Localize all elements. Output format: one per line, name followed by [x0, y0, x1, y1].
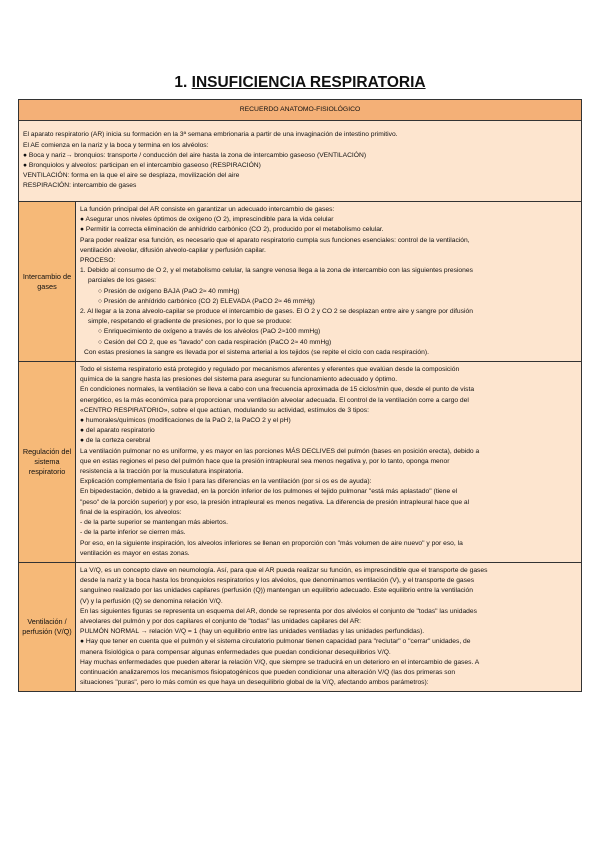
text-line: VENTILACIÓN: forma en la que el aire se desplaza, movilización del aire [23, 172, 240, 180]
text-line: Todo el sistema respiratorio está protegido y regulado por mecanismos aferentes y eferentes que evalúan desde la composición [80, 366, 460, 374]
text-line: La V/Q, es un concepto clave en neumología. Así, para que el AR pueda realizar su función, es imprescindible que el transporte de gases [80, 566, 488, 574]
text-line: parciales de los gases: [88, 277, 157, 285]
text-line: desde la nariz y la boca hasta los bronquiolos respiratorios y los alvéolos, que denominamos ventilación (V), y el transporte de gases [80, 577, 475, 585]
text-line: 2. Al llegar a la zona alveolo-capilar se produce el intercambio de gases. El O 2 y CO 2 se desplazan entre aire y sangre por difusión [80, 308, 473, 316]
text-line: simple, respetando el gradiente de presiones, por lo que se produce: [88, 318, 292, 326]
text-line: La ventilación pulmonar no es uniforme, y es mayor en las porciones MÁS DECLIVES del pulmón (bases en posición erecta), debido a [80, 447, 480, 455]
text-line: ● Asegurar unos niveles óptimos de oxígeno (O 2), imprescindible para la vida celular [80, 216, 334, 224]
text-line: 1. Debido al consumo de O 2, y el metabolismo celular, la sangre venosa llega a la zona de intercambio con las siguientes presiones [80, 267, 473, 275]
text-line: situaciones "puras", pero lo más común es que haya un desequilibrio global de la V/Q, afectando ambos parámetros): [80, 679, 429, 687]
text-line: El aparato respiratorio (AR) inicia su formación en la 3ª semana embrionaria a partir de una invaginación de intestino primitivo. [23, 131, 398, 139]
text-line: energético, es la más económica para proporcionar una ventilación alveolar adecuada. El control de la ventilación corre a cargo del [80, 396, 469, 404]
text-line: química de la sangre hasta las presiones del sistema para asegurar su funcionamiento adecuado y óptimo. [80, 376, 398, 384]
intro-cell [19, 121, 582, 202]
text-line: En condiciones normales, la ventilación se lleva a cabo con una frecuencia aproximada de 15 ciclos/min que, desde el punto de vista [80, 386, 475, 394]
text-line: ● humorales/químicos (modificaciones de la PaO 2, la PaCO 2 y el pH) [80, 417, 291, 425]
title-text: INSUFICIENCIA RESPIRATORIA [191, 74, 426, 91]
text-line: PULMÓN NORMAL → relación V/Q = 1 (hay un equilibrio entre las unidades ventiladas y las unidades perfundidas). [80, 628, 425, 636]
text-line: continuación analizaremos los mecanismos fisiopatogénicos que pueden condicionar una alteración V/Q (las dos primeras son [80, 668, 456, 676]
text-line: ventilación es mayor en estas zonas. [80, 549, 190, 557]
text-line: (V) y la perfusión (Q) se denomina relación V/Q. [80, 597, 223, 605]
text-line: El AE comienza en la nariz y la boca y termina en los alvéolos: [23, 141, 209, 149]
table-row [19, 202, 582, 362]
text-line: alveolares del pulmón y por dos capilares el conjunto de "todas" las unidades capilares del AR: [80, 617, 361, 625]
document-title [0, 74, 600, 92]
text-line: PROCESO: [80, 257, 116, 265]
title-number: 1. [174, 74, 188, 91]
text-line: Para poder realizar esa función, es necesario que el aparato respiratorio cumpla sus funciones esenciales: control de la ventilación, [80, 236, 470, 244]
text-line: manera fisiológica o para compensar algunas enfermedades que puedan condicionar desequilibrios V/Q. [80, 648, 391, 656]
text-line: En las siguientes figuras se representa un esquema del AR, donde se representa por dos alvéolos el conjunto de "todas" las unidades [80, 607, 477, 615]
text-line: que en estas regiones el peso del pulmón hace que la presión intrapleural sea menos negativa y, por lo tanto, oponga menor [80, 457, 450, 465]
table-row [19, 362, 582, 563]
row-content [76, 562, 582, 691]
row-content [76, 202, 582, 362]
text-line: ● Boca y nariz→ bronquios: transporte / conducción del aire hasta la zona de intercambio gaseoso (VENTILACIÓN) [23, 151, 367, 159]
text-line: ○ Presión de oxígeno BAJA (PaO 2≈ 40 mmHg) [98, 287, 240, 295]
text-line: ○ Presión de anhídrido carbónico (CO 2) ELEVADA (PaCO 2≈ 46 mmHg) [98, 297, 315, 305]
text-line: - de la parte inferior se cierren más. [80, 529, 186, 537]
text-line: ○ Cesión del CO 2, que es "lavado" con cada respiración (PaCO 2≈ 40 mmHg) [98, 338, 332, 346]
text-line: «CENTRO RESPIRATORIO», sobre el que actúan, modulando su actividad, estímulos de 3 tipos: [80, 406, 369, 414]
table-row [19, 562, 582, 691]
content-table [18, 99, 582, 692]
text-line: Explicación complementaria de fisio I para las diferencias en la ventilación (por si os es de ayuda): [80, 478, 372, 486]
text-line: - de la parte superior se mantengan más abiertos. [80, 519, 228, 527]
text-line: sanguíneo realizado por las unidades capilares (perfusión (Q)) mantengan un equilibrio adecuado. Este equilibrio entre la ventilación [80, 587, 473, 595]
text-line: Con estas presiones la sangre es llevada por el sistema arterial a los tejidos (se repite el ciclo con cada respiración). [84, 348, 429, 356]
text-line: resistencia a la tracción por la musculatura inspiratoria. [80, 468, 244, 476]
text-line: ● Permitir la correcta eliminación de anhídrido carbónico (CO 2), producido por el metabolismo celular. [80, 226, 384, 234]
text-line: ● de la corteza cerebral [80, 437, 151, 445]
table-header: RECUERDO ANATOMO-FISIOLÓGICO [19, 100, 582, 121]
row-content [76, 362, 582, 563]
text-line: ● Hay que tener en cuenta que el pulmón y el sistema circulatorio pulmonar tienen capacidad para "reclutar" o "cerrar" unidades, de [80, 638, 471, 646]
text-line: ○ Enriquecimiento de oxígeno a través de los alvéolos (PaO 2≈100 mmHg) [98, 328, 321, 336]
row-label: Intercambio de gases [19, 202, 76, 362]
text-line: Por eso, en la siguiente inspiración, los alveolos inferiores se llenan en proporción con "más volumen de aire nuevo" y por eso, la [80, 539, 463, 547]
text-line: ● del aparato respiratorio [80, 427, 155, 435]
text-line: RESPIRACIÓN: intercambio de gases [23, 182, 137, 190]
text-line: "peso" de la porción superior) y por eso, la presión intrapleural es menos negativa. La diferencia de presión intrapleural hace que al [80, 498, 470, 506]
text-line: Hay muchas enfermedades que pueden alterar la relación V/Q, que siempre se traducirá en un deterioro en el intercambio de gases. A [80, 658, 480, 666]
text-line: La función principal del AR consiste en garantizar un adecuado intercambio de gases: [80, 206, 335, 213]
row-label: Regulación del sistema respiratorio [19, 362, 76, 563]
text-line: ● Bronquiolos y alveolos: participan en el intercambio gaseoso (RESPIRACIÓN) [23, 162, 261, 169]
row-label: Ventilación / perfusión (V/Q) [19, 562, 76, 691]
text-line: ventilación alveolar, difusión alveolo-capilar y perfusión capilar. [80, 246, 266, 254]
text-line: En bipedestación, debido a la gravedad, en la porción inferior de los pulmones el tejido pulmonar "está más aplastado" (tiene el [80, 488, 458, 496]
text-line: final de la espiración, los alveolos: [80, 508, 182, 516]
